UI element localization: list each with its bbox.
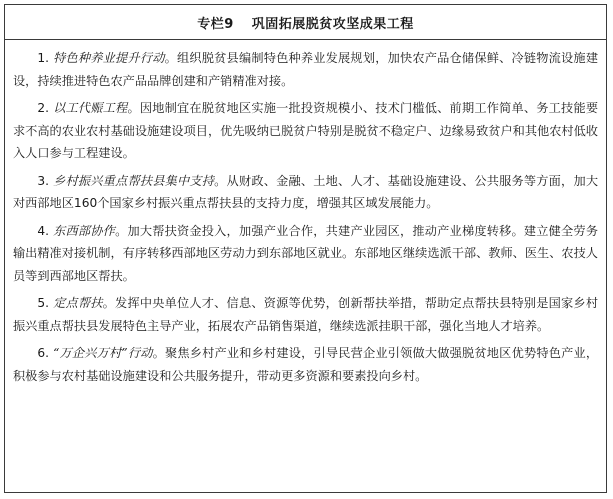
list-item	[13, 342, 598, 387]
column-content	[5, 40, 606, 387]
item-text: 。聚焦乡村产业和乡村建设，引导民营企业引领做大做强脱贫地区优势特色产业，积极参与农村基础设施建设和公共服务提升，带动更多资源和要素投向乡村。	[13, 346, 599, 383]
item-lead: 乡村振兴重点帮扶县集中支持	[53, 173, 215, 188]
item-index: 6.	[37, 346, 50, 360]
column-box	[4, 4, 607, 493]
list-item	[13, 170, 598, 215]
item-index: 2.	[37, 101, 50, 115]
item-index: 3.	[37, 173, 50, 188]
column-title: 巩固拓展脱贫攻坚成果工程	[251, 16, 414, 32]
item-index: 5.	[37, 296, 50, 310]
column-title-bar	[5, 5, 606, 40]
list-item	[13, 97, 598, 165]
item-index: 4.	[37, 223, 50, 238]
item-lead: 定点帮扶	[53, 296, 103, 310]
list-item	[13, 292, 598, 337]
list-item	[13, 220, 598, 288]
item-lead: 特色种养业提升行动	[53, 51, 165, 65]
item-text: 。发挥中央单位人才、信息、资源等优势，创新帮扶举措，帮助定点帮扶县特别是国家乡村振兴重点帮扶县发展特色主导产业，拓展农产品销售渠道，继续选派挂职干部，强化当地人才培养。	[13, 296, 599, 333]
list-item	[13, 47, 598, 92]
item-text: 。组织脱贫县编制特色种养业发展规划，加快农产品仓储保鲜、冷链物流设施建设，持续推进特色农产品品牌创建和产销精准对接。	[13, 51, 599, 88]
item-lead: “万企兴万村”行动	[53, 346, 153, 360]
item-index: 1.	[37, 51, 50, 65]
item-text: 。从财政、金融、土地、人才、基础设施建设、公共服务等方面，加大对西部地区160个国家乡村振兴重点帮扶县的支持力度，增强其区域发展能力。	[13, 173, 599, 210]
item-lead: 以工代赈工程	[53, 101, 128, 115]
item-text: 。加大帮扶资金投入，加强产业合作，共建产业园区，推动产业梯度转移。建立健全劳务输出精准对接机制，有序转移西部地区劳动力到东部地区就业。东部地区继续选派干部、教师、医生、农技人员等到西部地区帮扶。	[13, 223, 599, 283]
column-number: 专栏9	[197, 16, 234, 32]
item-lead: 东西部协作	[53, 223, 116, 238]
item-text: 。因地制宜在脱贫地区实施一批投资规模小、技术门槛低、前期工作简单、务工技能要求不高的农业农村基础设施建设项目，优先吸纳已脱贫户特别是脱贫不稳定户、边缘易致贫户和其他农村低收入人口参与工程建设。	[13, 101, 599, 160]
